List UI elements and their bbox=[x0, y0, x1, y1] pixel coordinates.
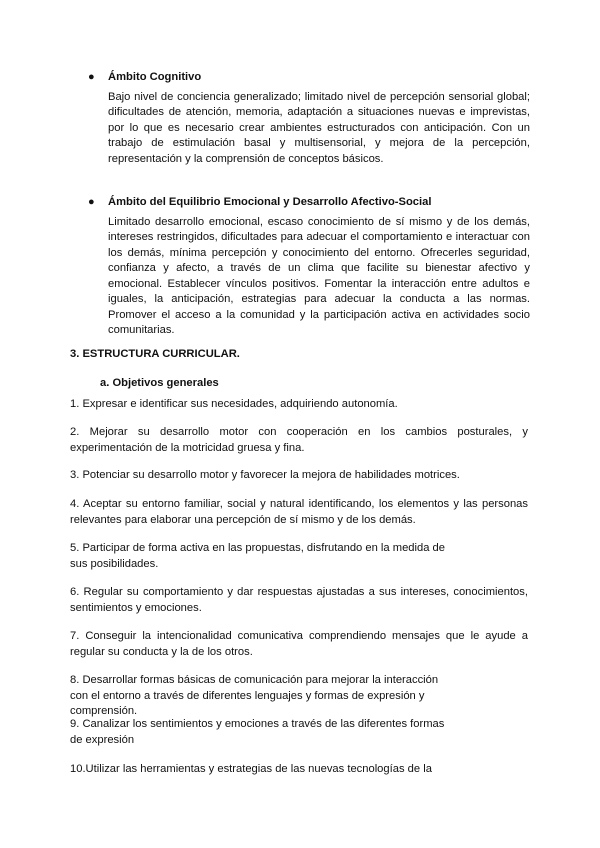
objective-item: 3. Potenciar su desarrollo motor y favorecer la mejora de habilidades motrices. bbox=[70, 469, 460, 481]
subheading-objetivos: a. Objetivos generales bbox=[100, 377, 219, 389]
heading-estructura: 3. ESTRUCTURA CURRICULAR. bbox=[70, 348, 240, 360]
objective-item: 8. Desarrollar formas básicas de comunicación para mejorar la interacción con el entorno a través de diferentes lenguajes y formas de expresión y comprensión. bbox=[70, 674, 439, 717]
section-cognitivo bbox=[88, 70, 530, 167]
objective-item: 2. Mejorar su desarrollo motor con cooperación en los cambios posturales, y experimentación de la motricidad gruesa y fina. bbox=[70, 426, 528, 454]
section-body: Limitado desarrollo emocional, escaso conocimiento de sí mismo y de los demás, intereses restringidos, dificultades para adecuar el comportamiento e interactuar con los demás, mínima percepción y conocimiento del entorno. Ofrecerles seguridad, confianza y afecto, a través de un clima que facilite su bienestar afectivo y emocional. Establecer vínculos positivos. Fomentar la interacción entre adultos e iguales, la anticipación, estrategias para adecuar la conducta a las normas. Promover el acceso a la comunidad y la participación activa en actividades socio comunitarias. bbox=[108, 215, 530, 336]
section-title-text: Ámbito del Equilibrio Emocional y Desarrollo Afectivo-Social bbox=[108, 196, 432, 208]
objective-item: 6. Regular su comportamiento y dar respuestas ajustadas a sus intereses, conocimientos, sentimientos y emociones. bbox=[70, 586, 528, 614]
section-title-text: Ámbito Cognitivo bbox=[108, 71, 202, 83]
objective-item: 1. Expresar e identificar sus necesidades, adquiriendo autonomía. bbox=[70, 398, 398, 410]
bullet-icon: ● bbox=[88, 196, 95, 208]
section-body: Bajo nivel de conciencia generalizado; limitado nivel de percepción sensorial global; dificultades de atención, memoria, adaptación a situaciones nuevas e imprevistas, por lo que es necesario crear ambientes estructurados con anticipación. Con un trabajo de estimulación basal y multisensorial, y mejora de la percepción, representación y la comprensión de conceptos básicos. bbox=[108, 90, 530, 165]
objective-item: 5. Participar de forma activa en las propuestas, disfrutando en la medida de sus posibilidades. bbox=[70, 542, 445, 570]
objective-item: 7. Conseguir la intencionalidad comunicativa comprendiendo mensajes que le ayude a regular su conducta y la de los otros. bbox=[70, 630, 528, 658]
objective-item: 4. Aceptar su entorno familiar, social y natural identificando, los elementos y las personas relevantes para elaborar una percepción de sí mismo y de los demás. bbox=[70, 498, 528, 526]
objective-item: 10.Utilizar las herramientas y estrategias de las nuevas tecnologías de la bbox=[70, 763, 432, 775]
section-title bbox=[88, 195, 530, 211]
section-emocional bbox=[88, 195, 530, 339]
section-title bbox=[88, 70, 530, 86]
bullet-icon: ● bbox=[88, 71, 95, 83]
objective-item: 9. Canalizar los sentimientos y emociones a través de las diferentes formas de expresión bbox=[70, 718, 445, 746]
